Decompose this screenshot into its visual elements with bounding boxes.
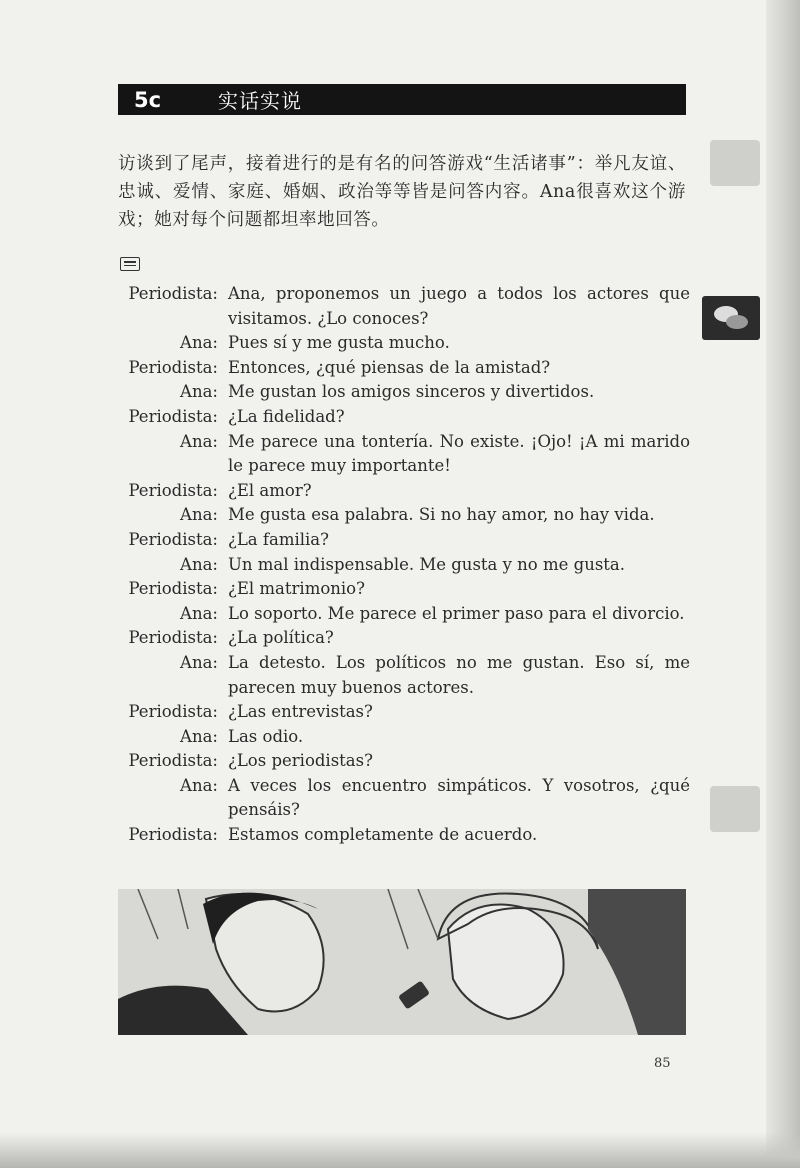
speaker-label: Periodista:: [128, 628, 218, 648]
utterance: Las odio.: [228, 726, 304, 746]
utterance: Pues sí y me gusta mucho.: [228, 333, 450, 353]
speaker-label: Ana:: [180, 505, 218, 525]
utterance: Un mal indispensable. Me gusta y no me gusta.: [228, 554, 626, 574]
speaker-label: Ana:: [180, 652, 218, 672]
utterance: Estamos completamente de acuerdo.: [228, 825, 538, 845]
dialogue-line: [100, 749, 690, 774]
utterance: Me gusta esa palabra. Si no hay amor, no hay vida.: [228, 505, 655, 525]
speaker-label: Periodista:: [128, 406, 218, 426]
dialogue-line: [100, 651, 690, 700]
dialogue-line: [100, 405, 690, 430]
speaker-label: Periodista:: [128, 357, 218, 377]
section-code: 5c: [134, 87, 162, 112]
utterance: ¿Los periodistas?: [228, 751, 373, 771]
side-tab-mark: [710, 786, 760, 832]
dialogue-line: [100, 725, 690, 750]
dialogue-line: [100, 356, 690, 381]
speaker-label: Periodista:: [128, 579, 218, 599]
speaker-label: Periodista:: [128, 825, 218, 845]
utterance: Lo soporto. Me parece el primer paso para el divorcio.: [228, 603, 685, 623]
dialogue-line: [100, 503, 690, 528]
cassette-icon: [120, 257, 140, 271]
page-edge-shadow: [766, 0, 800, 1168]
utterance: ¿El matrimonio?: [228, 579, 365, 599]
dialogue-line: [100, 700, 690, 725]
section-title: 实话实说: [218, 89, 302, 113]
speaker-label: Periodista:: [128, 480, 218, 500]
dialogue-line: [100, 380, 690, 405]
utterance: ¿El amor?: [228, 480, 312, 500]
dialogue-line: [100, 553, 690, 578]
utterance: ¿La fidelidad?: [228, 406, 345, 426]
speech-bubbles-icon: [711, 303, 751, 333]
dialogue-line: [100, 626, 690, 651]
dialogue-tab-icon: [702, 296, 760, 340]
interview-illustration: [118, 889, 686, 1035]
utterance: ¿La familia?: [228, 529, 329, 549]
speaker-label: Periodista:: [128, 284, 218, 303]
page-number: 85: [654, 1056, 671, 1071]
speaker-label: Ana:: [180, 382, 218, 402]
speaker-label: Ana:: [180, 603, 218, 623]
speaker-label: Ana:: [180, 554, 218, 574]
dialogue: [100, 282, 690, 848]
dialogue-line: [100, 282, 690, 331]
utterance: Ana, proponemos un juego a todos los actores que visitamos. ¿Lo conoces?: [228, 284, 690, 328]
utterance: La detesto. Los políticos no me gustan. Eso sí, me parecen muy buenos actores.: [228, 652, 690, 697]
dialogue-line: [100, 774, 690, 823]
speaker-label: Ana:: [180, 726, 218, 746]
speaker-label: Ana:: [180, 333, 218, 353]
speaker-label: Periodista:: [128, 751, 218, 771]
utterance: Me parece una tontería. No existe. ¡Ojo! ¡A mi marido le parece muy importante!: [228, 431, 690, 476]
dialogue-line: [100, 430, 690, 479]
speaker-label: Periodista:: [128, 702, 218, 722]
speaker-label: Ana:: [180, 431, 218, 451]
dialogue-line: [100, 577, 690, 602]
dialogue-line: [100, 331, 690, 356]
speaker-label: Ana:: [180, 775, 218, 795]
utterance: Entonces, ¿qué piensas de la amistad?: [228, 357, 551, 377]
utterance: A veces los encuentro simpáticos. Y vosotros, ¿qué pensáis?: [228, 775, 690, 820]
dialogue-line: [100, 602, 690, 627]
utterance: Me gustan los amigos sinceros y divertidos.: [228, 382, 595, 402]
page-bottom-shadow: [0, 1132, 800, 1168]
interview-sketch: [118, 889, 686, 1035]
dialogue-line: [100, 823, 690, 848]
dialogue-line: [100, 479, 690, 504]
side-tab-mark: [710, 140, 760, 186]
intro-paragraph: 访谈到了尾声，接着进行的是有名的问答游戏“生活诸事”：举凡友谊、忠诚、爱情、家庭、婚姻、政治等等皆是问答内容。Ana很喜欢这个游戏；她对每个问题都坦率地回答。: [118, 154, 686, 230]
utterance: ¿La política?: [228, 628, 334, 648]
utterance: ¿Las entrevistas?: [228, 702, 373, 722]
section-header: [118, 84, 686, 115]
dialogue-line: [100, 528, 690, 553]
speaker-label: Periodista:: [128, 529, 218, 549]
